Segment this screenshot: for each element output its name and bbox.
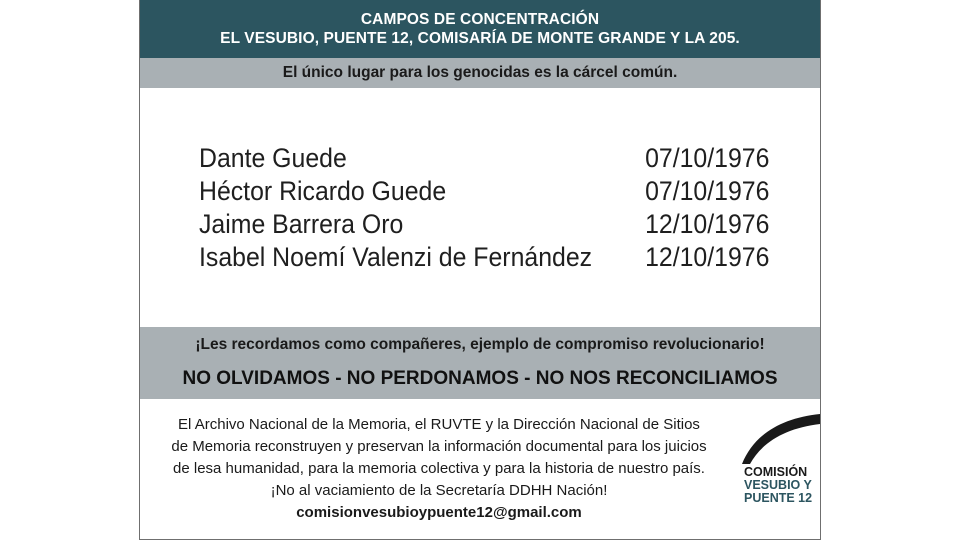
victim-row: [199, 241, 769, 274]
header-banner: [140, 0, 820, 58]
victim-date: 12/10/1976: [645, 209, 770, 239]
header-title-line1: CAMPOS DE CONCENTRACIÓN: [360, 11, 600, 28]
victim-row: [199, 142, 769, 175]
remembrance-text: ¡Les recordamos como compañeres, ejemplo de compromiso revolucionario!: [195, 336, 765, 353]
victim-name: Jaime Barrera Oro: [199, 209, 404, 239]
victim-name: Dante Guede: [199, 143, 347, 173]
victim-date: 12/10/1976: [645, 242, 770, 272]
logo-text-line1: COMISIÓN: [744, 465, 808, 479]
slogan-text: NO OLVIDAMOS - NO PERDONAMOS - NO NOS RECONCILIAMOS: [182, 368, 778, 389]
victim-row: [199, 175, 769, 208]
subheader-banner: El único lugar para los genocidas es la cárcel común.: [140, 58, 820, 88]
contact-email: comisionvesubioypuente12@gmail.com: [296, 504, 582, 521]
logo-text-line2: VESUBIO Y: [744, 478, 812, 492]
memorial-notice: [139, 0, 821, 540]
header-title-line2: EL VESUBIO, PUENTE 12, COMISARÍA DE MONTE GRANDE Y LA 205.: [220, 30, 740, 47]
logo-text-line3: PUENTE 12: [744, 491, 813, 505]
victim-name: Isabel Noemí Valenzi de Fernández: [199, 242, 593, 272]
victim-date: 07/10/1976: [645, 176, 770, 206]
victim-row: [199, 208, 769, 241]
footer-text-block: [140, 414, 738, 524]
logo-arc-icon: [740, 410, 820, 466]
victim-name: Héctor Ricardo Guede: [199, 176, 447, 206]
footer-line: de Memoria reconstruyen y preservan la información documental para los juicios: [171, 438, 707, 455]
footer-line: ¡No al vaciamiento de la Secretaría DDHH Nación!: [270, 482, 608, 499]
remembrance-band: [140, 327, 820, 399]
comision-logo: [740, 410, 820, 510]
victim-date: 07/10/1976: [645, 143, 770, 173]
victims-list: [199, 142, 769, 274]
footer-line: El Archivo Nacional de la Memoria, el RUVTE y la Dirección Nacional de Sitios: [178, 416, 700, 433]
footer-line: de lesa humanidad, para la memoria colectiva y para la historia de nuestro país.: [173, 460, 705, 477]
